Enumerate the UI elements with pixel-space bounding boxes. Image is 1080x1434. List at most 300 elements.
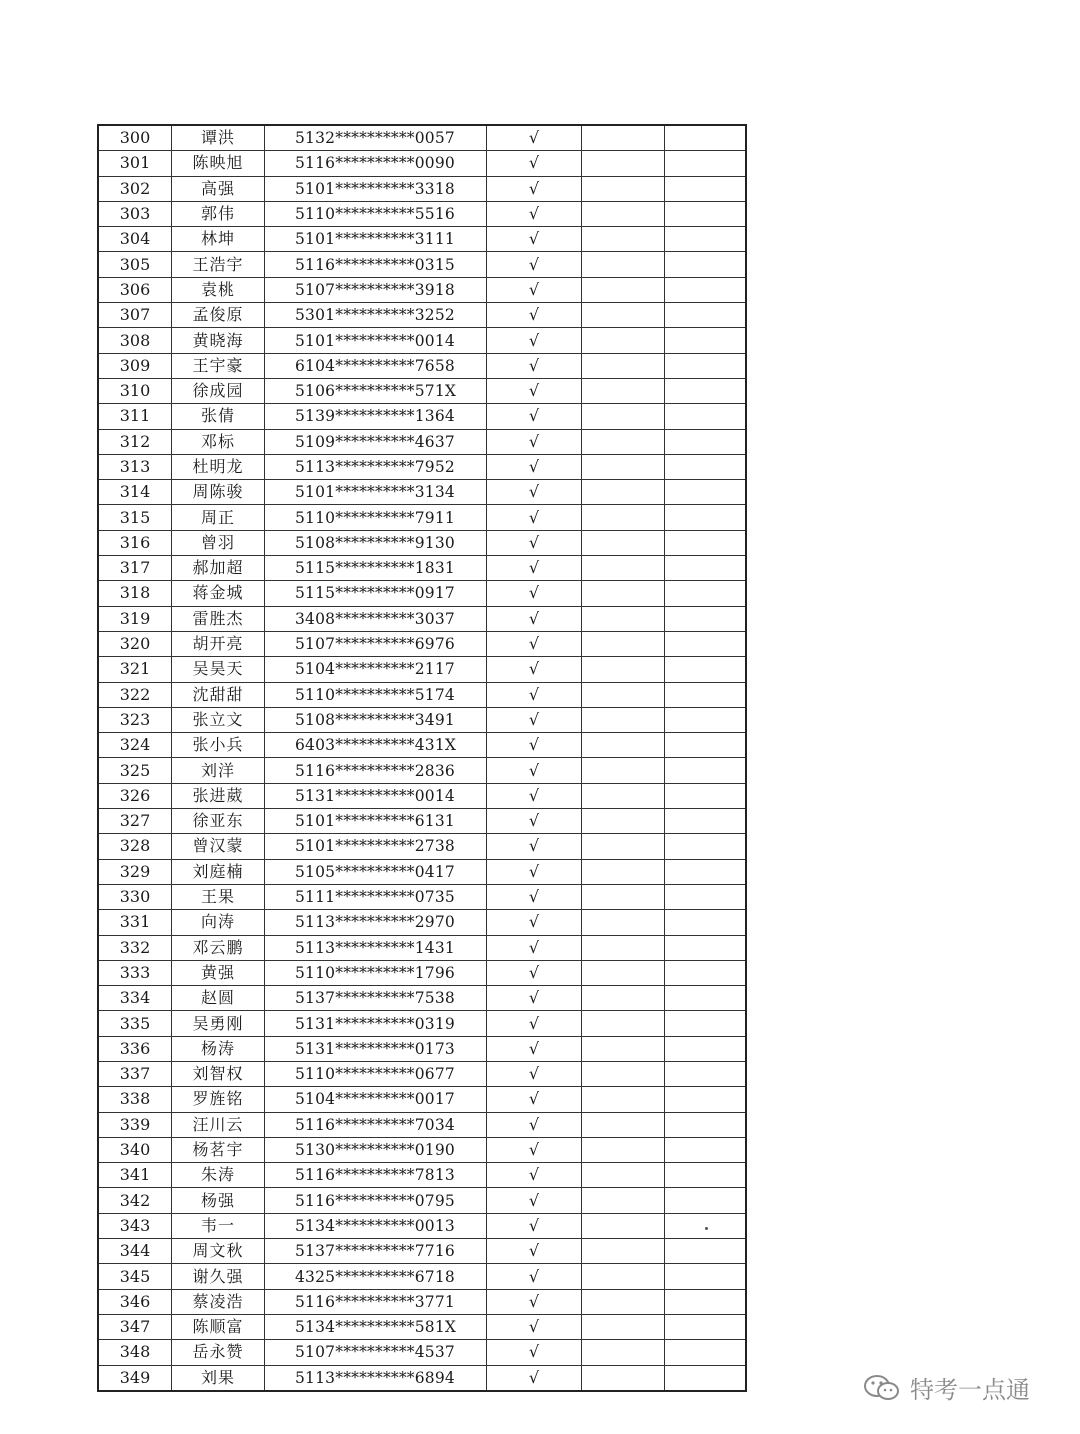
row-empty-cell	[582, 1239, 665, 1264]
row-id-number: 5115**********1831	[265, 556, 487, 581]
row-name: 蒋金城	[172, 581, 265, 606]
row-check-mark: √	[487, 1036, 582, 1061]
table-row	[98, 176, 746, 201]
table-row	[98, 227, 746, 252]
row-empty-cell	[582, 556, 665, 581]
row-number: 308	[98, 328, 172, 353]
row-name: 胡开亮	[172, 631, 265, 656]
row-empty-cell	[665, 252, 747, 277]
row-name: 王果	[172, 884, 265, 909]
row-number: 336	[98, 1036, 172, 1061]
row-check-mark: √	[487, 1213, 582, 1238]
table-row	[98, 1163, 746, 1188]
row-empty-cell	[665, 707, 747, 732]
row-id-number: 5111**********0735	[265, 884, 487, 909]
row-number: 309	[98, 353, 172, 378]
table-row	[98, 556, 746, 581]
row-id-number: 5137**********7716	[265, 1239, 487, 1264]
row-empty-cell	[582, 429, 665, 454]
row-empty-cell	[582, 404, 665, 429]
row-empty-cell	[665, 1163, 747, 1188]
table-row	[98, 884, 746, 909]
row-empty-cell	[665, 125, 747, 151]
row-number: 342	[98, 1188, 172, 1213]
row-empty-cell	[665, 884, 747, 909]
row-check-mark: √	[487, 480, 582, 505]
row-id-number: 5108**********3491	[265, 707, 487, 732]
row-name: 杜明龙	[172, 454, 265, 479]
row-number: 307	[98, 303, 172, 328]
row-number: 315	[98, 505, 172, 530]
row-number: 326	[98, 783, 172, 808]
row-empty-cell	[665, 1188, 747, 1213]
table-row	[98, 758, 746, 783]
table-row	[98, 935, 746, 960]
row-empty-cell	[665, 834, 747, 859]
row-name: 汪川云	[172, 1112, 265, 1137]
row-check-mark: √	[487, 657, 582, 682]
row-id-number: 5134**********581X	[265, 1314, 487, 1339]
table-row	[98, 1314, 746, 1339]
row-id-number: 5113**********2970	[265, 910, 487, 935]
row-number: 347	[98, 1314, 172, 1339]
row-empty-cell	[582, 530, 665, 555]
row-number: 304	[98, 227, 172, 252]
table-row	[98, 480, 746, 505]
table-row	[98, 429, 746, 454]
row-check-mark: √	[487, 303, 582, 328]
row-id-number: 5110**********5516	[265, 201, 487, 226]
table-row	[98, 328, 746, 353]
row-check-mark: √	[487, 910, 582, 935]
row-empty-cell	[582, 1340, 665, 1365]
row-empty-cell	[665, 404, 747, 429]
row-empty-cell	[582, 1011, 665, 1036]
row-empty-cell	[582, 834, 665, 859]
row-empty-cell	[582, 480, 665, 505]
row-check-mark: √	[487, 505, 582, 530]
row-id-number: 5131**********0319	[265, 1011, 487, 1036]
row-name: 刘庭楠	[172, 859, 265, 884]
table-row	[98, 631, 746, 656]
row-id-number: 5131**********0173	[265, 1036, 487, 1061]
row-check-mark: √	[487, 353, 582, 378]
row-empty-cell	[665, 1087, 747, 1112]
row-id-number: 5101**********3318	[265, 176, 487, 201]
row-empty-cell	[582, 910, 665, 935]
row-id-number: 5110**********7911	[265, 505, 487, 530]
table-row	[98, 252, 746, 277]
row-name: 黄晓海	[172, 328, 265, 353]
row-number: 313	[98, 454, 172, 479]
row-check-mark: √	[487, 707, 582, 732]
row-check-mark: √	[487, 1087, 582, 1112]
row-name: 袁桃	[172, 277, 265, 302]
table-row	[98, 986, 746, 1011]
row-empty-cell	[665, 1340, 747, 1365]
row-name: 徐成园	[172, 378, 265, 403]
row-empty-cell	[582, 1264, 665, 1289]
row-number: 340	[98, 1137, 172, 1162]
row-empty-cell	[582, 176, 665, 201]
table-row	[98, 783, 746, 808]
table-row	[98, 277, 746, 302]
row-name: 杨强	[172, 1188, 265, 1213]
row-check-mark: √	[487, 277, 582, 302]
row-number: 302	[98, 176, 172, 201]
row-check-mark: √	[487, 581, 582, 606]
row-name: 张倩	[172, 404, 265, 429]
row-id-number: 5131**********0014	[265, 783, 487, 808]
table-row	[98, 1011, 746, 1036]
row-empty-cell	[665, 910, 747, 935]
table-row	[98, 1061, 746, 1086]
row-empty-cell	[582, 277, 665, 302]
row-name: 韦一	[172, 1213, 265, 1238]
table-row	[98, 201, 746, 226]
row-id-number: 5101**********0014	[265, 328, 487, 353]
row-empty-cell	[582, 657, 665, 682]
row-number: 306	[98, 277, 172, 302]
row-number: 310	[98, 378, 172, 403]
row-name: 岳永赞	[172, 1340, 265, 1365]
row-empty-cell	[582, 581, 665, 606]
row-name: 曾羽	[172, 530, 265, 555]
row-empty-cell	[665, 758, 747, 783]
roster-table-body	[98, 125, 746, 1391]
row-empty-cell	[582, 454, 665, 479]
table-row	[98, 657, 746, 682]
row-empty-cell	[582, 606, 665, 631]
row-check-mark: √	[487, 328, 582, 353]
row-number: 320	[98, 631, 172, 656]
row-name: 高强	[172, 176, 265, 201]
row-number: 333	[98, 960, 172, 985]
row-check-mark: √	[487, 404, 582, 429]
row-empty-cell	[665, 581, 747, 606]
row-empty-cell	[665, 303, 747, 328]
row-check-mark: √	[487, 454, 582, 479]
table-row	[98, 1213, 746, 1238]
row-number: 339	[98, 1112, 172, 1137]
row-empty-cell	[582, 1163, 665, 1188]
table-row	[98, 1264, 746, 1289]
row-id-number: 5101**********3111	[265, 227, 487, 252]
row-id-number: 5134**********0013	[265, 1213, 487, 1238]
row-empty-cell	[582, 1061, 665, 1086]
row-check-mark: √	[487, 1239, 582, 1264]
row-check-mark: √	[487, 859, 582, 884]
row-empty-cell	[665, 733, 747, 758]
row-id-number: 5101**********3134	[265, 480, 487, 505]
row-name: 王浩宇	[172, 252, 265, 277]
table-row	[98, 303, 746, 328]
row-name: 林坤	[172, 227, 265, 252]
row-empty-cell	[582, 1137, 665, 1162]
row-empty-cell	[582, 783, 665, 808]
row-empty-cell	[665, 505, 747, 530]
row-empty-cell	[582, 682, 665, 707]
row-empty-cell	[582, 707, 665, 732]
row-number: 328	[98, 834, 172, 859]
row-name: 徐亚东	[172, 809, 265, 834]
table-row	[98, 530, 746, 555]
row-check-mark: √	[487, 429, 582, 454]
row-check-mark: √	[487, 125, 582, 151]
row-name: 刘果	[172, 1365, 265, 1391]
row-empty-cell	[665, 682, 747, 707]
row-name: 曾汉蒙	[172, 834, 265, 859]
row-empty-cell	[582, 1112, 665, 1137]
row-check-mark: √	[487, 935, 582, 960]
row-number: 318	[98, 581, 172, 606]
row-empty-cell	[582, 328, 665, 353]
table-row	[98, 125, 746, 151]
row-empty-cell	[665, 1365, 747, 1391]
row-empty-cell	[665, 201, 747, 226]
row-id-number: 5110**********1796	[265, 960, 487, 985]
row-id-number: 5101**********6131	[265, 809, 487, 834]
row-empty-cell	[665, 1011, 747, 1036]
row-id-number: 3408**********3037	[265, 606, 487, 631]
row-check-mark: √	[487, 682, 582, 707]
table-row	[98, 1188, 746, 1213]
row-empty-cell	[582, 960, 665, 985]
row-name: 向涛	[172, 910, 265, 935]
row-name: 陈顺富	[172, 1314, 265, 1339]
row-number: 343	[98, 1213, 172, 1238]
row-empty-cell	[582, 884, 665, 909]
row-empty-cell	[665, 378, 747, 403]
table-row	[98, 1112, 746, 1137]
row-empty-cell	[582, 986, 665, 1011]
row-empty-cell	[665, 530, 747, 555]
row-check-mark: √	[487, 960, 582, 985]
row-number: 316	[98, 530, 172, 555]
row-empty-cell	[582, 151, 665, 176]
row-id-number: 6104**********7658	[265, 353, 487, 378]
row-empty-cell	[582, 378, 665, 403]
row-check-mark: √	[487, 733, 582, 758]
table-row	[98, 809, 746, 834]
row-name: 蔡凌浩	[172, 1289, 265, 1314]
row-empty-cell	[582, 353, 665, 378]
row-empty-cell	[582, 758, 665, 783]
roster-table	[97, 124, 747, 1392]
row-check-mark: √	[487, 1340, 582, 1365]
row-id-number: 4325**********6718	[265, 1264, 487, 1289]
watermark-text: 特考一点通	[910, 1376, 1030, 1404]
row-name: 谢久强	[172, 1264, 265, 1289]
row-id-number: 5110**********0677	[265, 1061, 487, 1086]
row-name: 王宇豪	[172, 353, 265, 378]
row-empty-cell	[582, 1036, 665, 1061]
row-id-number: 5137**********7538	[265, 986, 487, 1011]
row-empty-cell	[665, 606, 747, 631]
row-number: 330	[98, 884, 172, 909]
row-empty-cell	[582, 227, 665, 252]
table-row	[98, 834, 746, 859]
row-name: 朱涛	[172, 1163, 265, 1188]
row-number: 311	[98, 404, 172, 429]
table-row	[98, 404, 746, 429]
row-empty-cell	[665, 1137, 747, 1162]
row-empty-cell	[665, 935, 747, 960]
row-check-mark: √	[487, 378, 582, 403]
row-check-mark: √	[487, 809, 582, 834]
row-number: 344	[98, 1239, 172, 1264]
row-empty-cell	[582, 1188, 665, 1213]
row-name: 吴勇刚	[172, 1011, 265, 1036]
row-empty-cell	[665, 960, 747, 985]
row-id-number: 5104**********0017	[265, 1087, 487, 1112]
row-name: 张进葳	[172, 783, 265, 808]
table-row	[98, 1365, 746, 1391]
table-row	[98, 378, 746, 403]
row-name: 周正	[172, 505, 265, 530]
row-id-number: 5116**********0795	[265, 1188, 487, 1213]
row-id-number: 5116**********7034	[265, 1112, 487, 1137]
row-number: 324	[98, 733, 172, 758]
row-empty-cell	[665, 1289, 747, 1314]
row-number: 327	[98, 809, 172, 834]
row-empty-cell	[582, 1314, 665, 1339]
row-number: 334	[98, 986, 172, 1011]
row-id-number: 5106**********571X	[265, 378, 487, 403]
row-name: 赵圆	[172, 986, 265, 1011]
row-id-number: 5116**********7813	[265, 1163, 487, 1188]
row-check-mark: √	[487, 631, 582, 656]
row-check-mark: √	[487, 252, 582, 277]
row-check-mark: √	[487, 606, 582, 631]
row-name: 杨涛	[172, 1036, 265, 1061]
row-id-number: 5113**********7952	[265, 454, 487, 479]
row-empty-cell	[582, 809, 665, 834]
row-empty-cell	[665, 353, 747, 378]
row-empty-cell	[665, 277, 747, 302]
row-empty-cell	[665, 1061, 747, 1086]
row-id-number: 5107**********6976	[265, 631, 487, 656]
row-number: 341	[98, 1163, 172, 1188]
table-row	[98, 505, 746, 530]
row-id-number: 5113**********1431	[265, 935, 487, 960]
row-empty-cell	[665, 556, 747, 581]
row-empty-cell	[665, 986, 747, 1011]
row-empty-cell	[665, 1112, 747, 1137]
table-row	[98, 910, 746, 935]
row-name: 雷胜杰	[172, 606, 265, 631]
row-id-number: 5107**********3918	[265, 277, 487, 302]
row-number: 319	[98, 606, 172, 631]
table-row	[98, 733, 746, 758]
row-name: 张小兵	[172, 733, 265, 758]
row-check-mark: √	[487, 201, 582, 226]
row-number: 312	[98, 429, 172, 454]
row-empty-cell	[582, 1087, 665, 1112]
row-empty-cell	[582, 1289, 665, 1314]
row-name: 邓标	[172, 429, 265, 454]
row-name: 刘智权	[172, 1061, 265, 1086]
row-id-number: 5104**********2117	[265, 657, 487, 682]
row-empty-cell	[665, 429, 747, 454]
row-check-mark: √	[487, 986, 582, 1011]
row-check-mark: √	[487, 1365, 582, 1391]
row-id-number: 5301**********3252	[265, 303, 487, 328]
row-empty-cell	[665, 454, 747, 479]
row-name: 孟俊原	[172, 303, 265, 328]
row-id-number: 5139**********1364	[265, 404, 487, 429]
row-number: 317	[98, 556, 172, 581]
table-row	[98, 353, 746, 378]
row-check-mark: √	[487, 1061, 582, 1086]
table-row	[98, 1289, 746, 1314]
table-row	[98, 859, 746, 884]
wechat-icon	[862, 1373, 902, 1403]
table-row	[98, 1137, 746, 1162]
row-id-number: 5116**********0090	[265, 151, 487, 176]
row-name: 周陈骏	[172, 480, 265, 505]
row-check-mark: √	[487, 1264, 582, 1289]
table-row	[98, 1087, 746, 1112]
row-name: 刘洋	[172, 758, 265, 783]
table-row	[98, 581, 746, 606]
row-check-mark: √	[487, 1188, 582, 1213]
row-name: 吴昊天	[172, 657, 265, 682]
row-id-number: 5107**********4537	[265, 1340, 487, 1365]
row-id-number: 5115**********0917	[265, 581, 487, 606]
row-empty-cell	[665, 783, 747, 808]
row-number: 300	[98, 125, 172, 151]
row-id-number: 5116**********3771	[265, 1289, 487, 1314]
row-id-number: 6403**********431X	[265, 733, 487, 758]
row-name: 罗旌铭	[172, 1087, 265, 1112]
row-check-mark: √	[487, 1163, 582, 1188]
row-id-number: 5110**********5174	[265, 682, 487, 707]
row-check-mark: √	[487, 834, 582, 859]
row-empty-cell	[665, 631, 747, 656]
watermark	[862, 1370, 1030, 1405]
row-empty-cell	[582, 201, 665, 226]
row-empty-cell	[582, 631, 665, 656]
row-name: 周文秋	[172, 1239, 265, 1264]
row-empty-cell	[582, 1365, 665, 1391]
row-empty-cell	[582, 303, 665, 328]
row-check-mark: √	[487, 1314, 582, 1339]
scan-speck	[705, 1227, 708, 1230]
row-check-mark: √	[487, 884, 582, 909]
row-check-mark: √	[487, 1112, 582, 1137]
row-empty-cell	[665, 1264, 747, 1289]
table-row	[98, 1340, 746, 1365]
row-empty-cell	[665, 227, 747, 252]
row-empty-cell	[582, 505, 665, 530]
row-id-number: 5130**********0190	[265, 1137, 487, 1162]
row-number: 323	[98, 707, 172, 732]
row-empty-cell	[582, 859, 665, 884]
row-name: 陈映旭	[172, 151, 265, 176]
row-name: 沈甜甜	[172, 682, 265, 707]
row-name: 邓云鹏	[172, 935, 265, 960]
row-empty-cell	[582, 935, 665, 960]
table-row	[98, 682, 746, 707]
row-id-number: 5113**********6894	[265, 1365, 487, 1391]
row-number: 346	[98, 1289, 172, 1314]
table-row	[98, 960, 746, 985]
table-row	[98, 454, 746, 479]
table-row	[98, 606, 746, 631]
row-empty-cell	[665, 176, 747, 201]
row-check-mark: √	[487, 1011, 582, 1036]
